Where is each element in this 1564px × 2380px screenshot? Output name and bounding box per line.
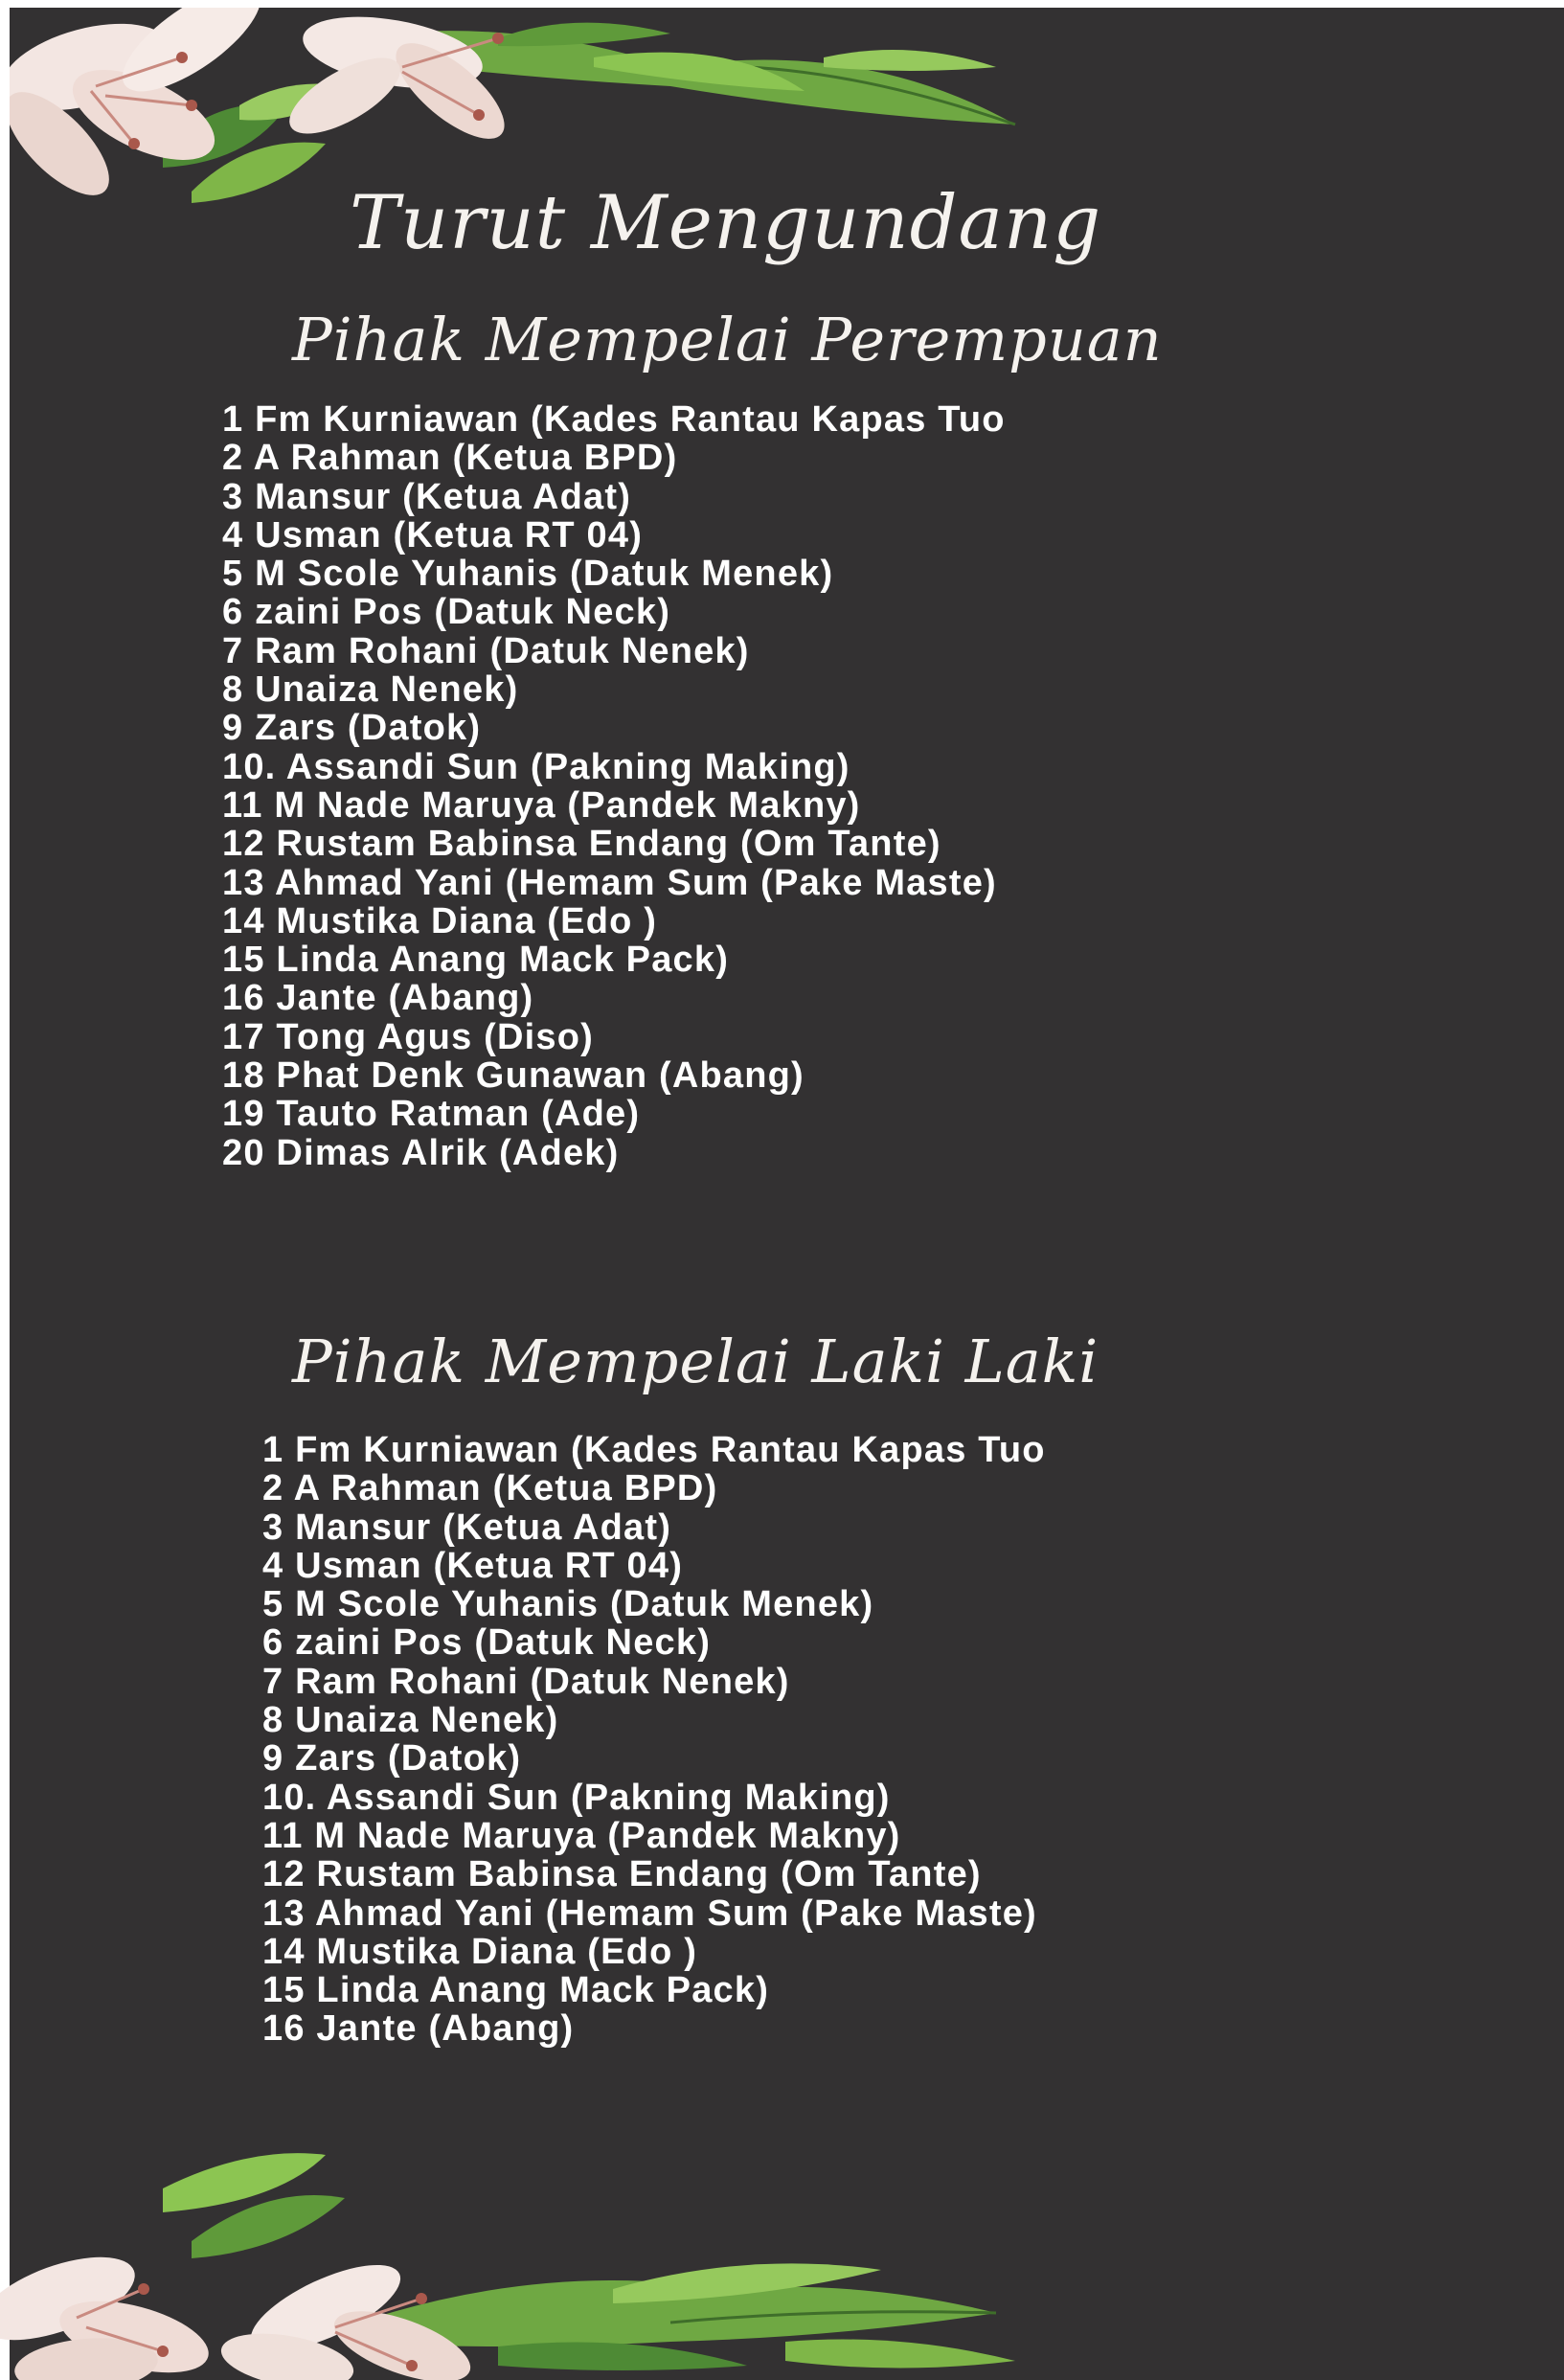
list-item: 14 Mustika Diana (Edo ) [262,1931,698,1972]
lily-flower-icon [0,2240,216,2380]
list-item: 13 Ahmad Yani (Hemam Sum (Pake Maste) [222,862,997,903]
guest-list-groom [262,1431,1046,2049]
list-item: 3 Mansur (Ketua Adat) [222,476,632,517]
list-item: 19 Tauto Ratman (Ade) [222,1094,641,1135]
list-item: 3 Mansur (Ketua Adat) [262,1507,672,1548]
leaf-icon [163,23,1015,203]
section-heading-bride: Pihak Mempelai Perempuan [292,305,1163,374]
list-item: 15 Linda Anang Mack Pack) [222,940,730,981]
list-item: 13 Ahmad Yani (Hemam Sum (Pake Maste) [262,1893,1037,1934]
list-item: 11 M Nade Maruya (Pandek Makny) [222,784,861,826]
section-heading-groom: Pihak Mempelai Laki Laki [292,1326,1099,1396]
list-item: 10. Assandi Sun (Pakning Making) [222,746,850,787]
list-item: 4 Usman (Ketua RT 04) [222,514,644,555]
lily-flower-icon [279,5,519,154]
top-border [0,0,1564,8]
list-item: 7 Ram Rohani (Datuk Nenek) [222,630,750,671]
list-item: 16 Jante (Abang) [222,978,534,1019]
list-item: 6 zaini Pos (Datuk Neck) [222,592,671,633]
floral-bottom-decoration [0,2145,1054,2380]
list-item: 10. Assandi Sun (Pakning Making) [262,1777,891,1818]
list-item: 12 Rustam Babinsa Endang (Om Tante) [222,824,941,865]
list-item: 5 M Scole Yuhanis (Datuk Menek) [222,554,834,595]
list-item: 6 zaini Pos (Datuk Neck) [262,1622,712,1664]
list-item: 2 A Rahman (Ketua BPD) [222,438,678,479]
page-title: Turut Mengundang [350,180,1102,266]
list-item: 18 Phat Denk Gunawan (Abang) [222,1055,805,1097]
list-item: 4 Usman (Ketua RT 04) [262,1545,684,1586]
list-item: 16 Jante (Abang) [262,2008,575,2050]
list-item: 8 Unaiza Nenek) [222,669,519,711]
list-item: 15 Linda Anang Mack Pack) [262,1970,770,2011]
list-item: 17 Tong Agus (Diso) [222,1016,595,1057]
guest-list-bride [222,400,1006,1172]
list-item: 11 M Nade Maruya (Pandek Makny) [262,1815,901,1856]
list-item: 20 Dimas Alrik (Adek) [222,1132,620,1173]
list-item: 14 Mustika Diana (Edo ) [222,900,658,941]
list-item: 1 Fm Kurniawan (Kades Rantau Kapas Tuo [222,399,1006,440]
list-item: 12 Rustam Babinsa Endang (Om Tante) [262,1854,982,1895]
list-item: 9 Zars (Datok) [262,1738,522,1779]
list-item: 8 Unaiza Nenek) [262,1700,559,1741]
list-item: 7 Ram Rohani (Datuk Nenek) [262,1661,790,1702]
list-item: 2 A Rahman (Ketua BPD) [262,1468,718,1509]
list-item: 5 M Scole Yuhanis (Datuk Menek) [262,1584,874,1625]
list-item: 1 Fm Kurniawan (Kades Rantau Kapas Tuo [262,1430,1046,1470]
left-border [0,0,10,2380]
list-item: 9 Zars (Datok) [222,708,482,749]
